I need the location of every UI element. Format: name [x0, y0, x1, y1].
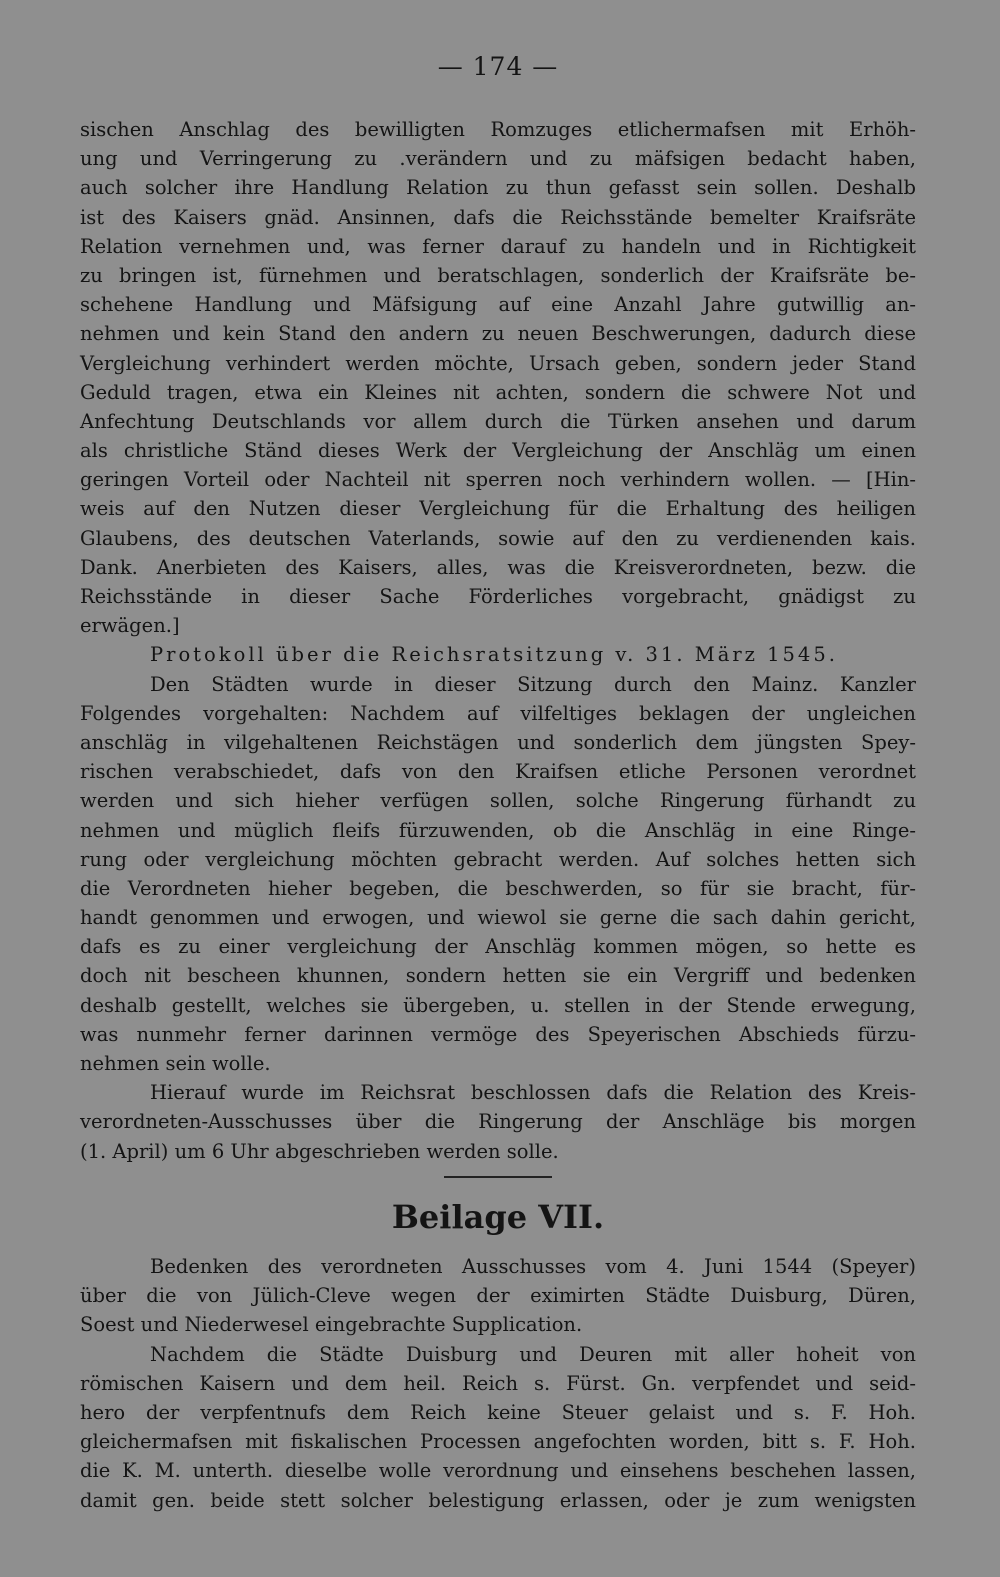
text-line: Reichsstände in dieser Sache Förderliches vorgebracht, gnädigst zu: [80, 585, 916, 608]
text-line: nehmen und müglich fleifs fürzuwenden, ob die Anschläg in eine Ringe-: [80, 818, 916, 842]
text-line: Anfechtung Deutschlands vor allem durch die Türken ansehen und darum: [80, 409, 916, 433]
beilage-heading: Beilage VII.: [391, 1198, 605, 1236]
text-line: auch solcher ihre Handlung Relation zu thun gefasst sein sollen. Deshalb: [80, 176, 916, 200]
text-line: erwägen.]: [80, 614, 180, 638]
text-line: sischen Anschlag des bewilligten Romzuges etlichermafsen mit Erhöh-: [80, 118, 916, 141]
text-line: handt genommen und erwogen, und wiewol sie gerne die sach dahin gericht,: [80, 906, 916, 930]
protokoll-heading: Protokoll über die Reichsratsitzung v. 31. März 1545.: [150, 643, 838, 667]
text-line: gleichermafsen mit fiskalischen Processen angefochten worden, bitt s. F. Hoh.: [80, 1430, 916, 1454]
text-line: was nunmehr ferner darinnen vermöge des Speyerischen Abschieds fürzu-: [80, 1022, 916, 1046]
text-line: werden und sich hieher verfügen sollen, solche Ringerung fürhandt zu: [80, 789, 916, 813]
text-line: rischen verabschiedet, dafs von den Kraifsen etliche Personen verordnet: [80, 760, 916, 784]
text-line: anschläg in vilgehaltenen Reichstägen und sonderlich dem jüngsten Spey-: [80, 730, 916, 754]
section-divider: [444, 1176, 552, 1178]
text-line: Dank. Anerbieten des Kaisers, alles, was die Kreisverordneten, bezw. die: [80, 555, 916, 579]
text-line: Geduld tragen, etwa ein Kleines nit achten, sondern die schwere Not und: [80, 380, 916, 404]
text-line: doch nit bescheen khunnen, sondern hetten sie ein Vergriff und bedenken: [80, 964, 916, 988]
text-line: Bedenken des verordneten Ausschusses vom 4. Juni 1544 (Speyer): [150, 1255, 916, 1278]
text-line: deshalb gestellt, welches sie übergeben, u. stellen in der Stende erwegung,: [80, 993, 916, 1017]
text-line: römischen Kaisern und dem heil. Reich s. Fürst. Gn. verpfendet und seid-: [80, 1371, 916, 1395]
text-line: Relation vernehmen und, was ferner darauf zu handeln und in Richtigkeit: [80, 234, 916, 258]
text-line: über die von Jülich-Cleve wegen der eximirten Städte Duisburg, Düren,: [80, 1284, 916, 1308]
text-line: die K. M. unterth. dieselbe wolle verordnung und einsehens beschehen lassen,: [80, 1459, 916, 1483]
text-line: dafs es zu einer vergleichung der Anschläg kommen mögen, so hette es: [80, 935, 916, 959]
text-line: ung und Verringerung zu .verändern und zu mäfsigen bedacht haben,: [80, 147, 916, 171]
text-line: ist des Kaisers gnäd. Ansinnen, dafs die Reichsstände bemelter Kraifsräte: [80, 205, 916, 229]
main-text: [80, 115, 916, 1166]
text-line: rung oder vergleichung möchten gebracht werden. Auf solches hetten sich: [80, 847, 916, 871]
text-line: nehmen sein wolle.: [80, 1052, 271, 1075]
text-line: zu bringen ist, fürnehmen und beratschlagen, sonderlich der Kraifsräte be-: [80, 263, 916, 287]
text-line: Soest und Niederwesel eingebrachte Supplication.: [80, 1313, 583, 1337]
text-line: Hierauf wurde im Reichsrat beschlossen dafs die Relation des Kreis-: [150, 1081, 916, 1105]
text-line: geringen Vorteil oder Nachteil nit sperren noch verhindern wollen. — [Hin-: [80, 468, 916, 492]
text-line: Glaubens, des deutschen Vaterlands, sowie auf den zu verdienenden kais.: [80, 526, 916, 550]
text-line: damit gen. beide stett solcher belestigung erlassen, oder je zum wenigsten: [80, 1488, 916, 1512]
text-line: Den Städten wurde in dieser Sitzung durch den Mainz. Kanzler: [150, 672, 916, 696]
text-line: (1. April) um 6 Uhr abgeschrieben werden solle.: [80, 1139, 559, 1163]
document-page: [80, 0, 916, 1577]
text-line: die Verordneten hieher begeben, die beschwerden, so für sie bracht, für-: [80, 876, 916, 900]
text-line: als christliche Ständ dieses Werk der Vergleichung der Anschläg um einen: [80, 439, 916, 463]
text-line: Folgendes vorgehalten: Nachdem auf vilfeltiges beklagen der ungleichen: [80, 701, 916, 725]
text-line: Vergleichung verhindert werden möchte, Ursach geben, sondern jeder Stand: [80, 351, 916, 375]
text-line: verordneten-Ausschusses über die Ringerung der Anschläge bis morgen: [80, 1110, 916, 1134]
beilage-text: [80, 1252, 916, 1515]
text-line: weis auf den Nutzen dieser Vergleichung für die Erhaltung des heiligen: [80, 497, 916, 521]
text-line: Nachdem die Städte Duisburg und Deuren mit aller hoheit von: [150, 1342, 916, 1366]
text-line: schehene Handlung und Mäfsigung auf eine Anzahl Jahre gutwillig an-: [80, 293, 916, 317]
text-line: hero der verpfentnufs dem Reich keine Steuer gelaist und s. F. Hoh.: [80, 1400, 916, 1424]
page-number: — 174 —: [437, 52, 559, 81]
text-line: nehmen und kein Stand den andern zu neuen Beschwerungen, dadurch diese: [80, 322, 916, 346]
